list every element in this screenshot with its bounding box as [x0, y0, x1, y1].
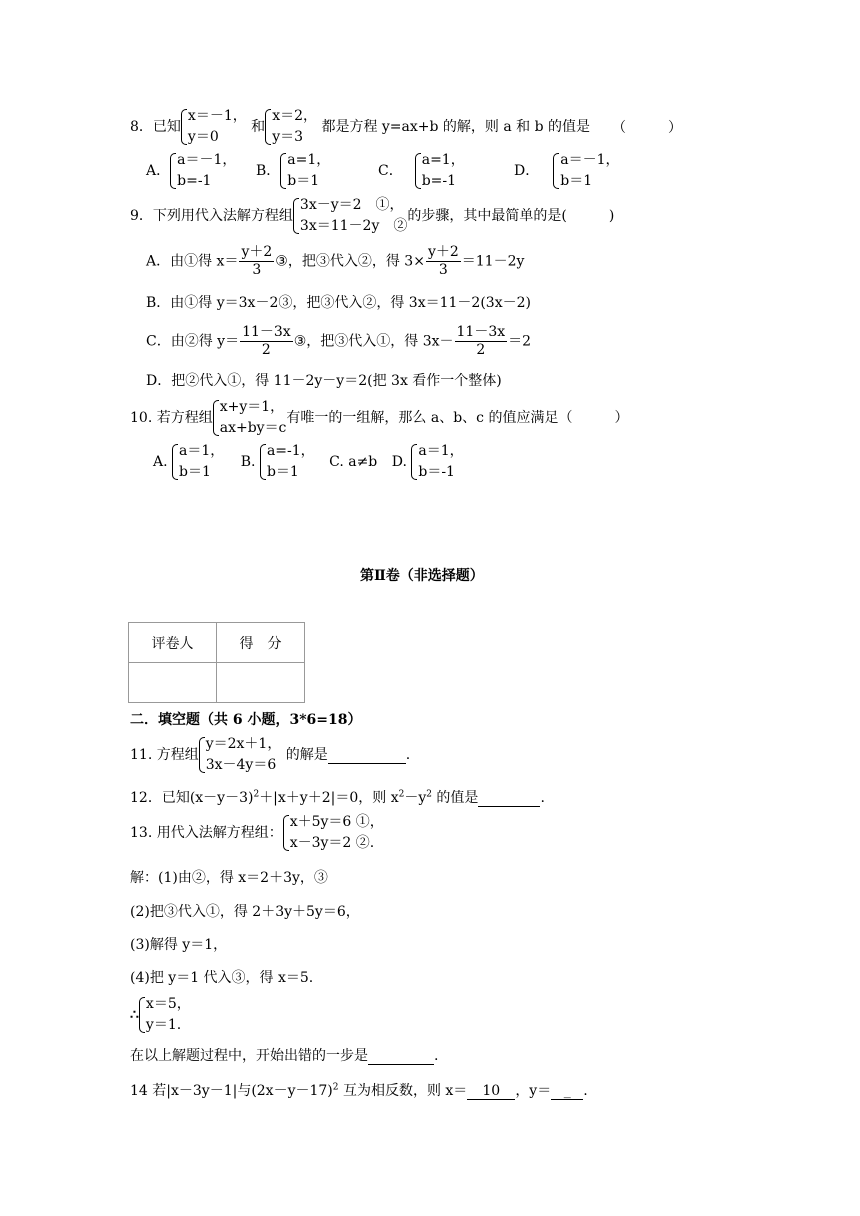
q8-option-b-system: a=1， b＝1 — [280, 150, 330, 192]
q8-option-c: C． a=1， b=-1 — [378, 150, 465, 192]
q14-x-answer[interactable]: 10 — [467, 1083, 515, 1100]
q9-a-fraction-1: $\frac{y+2}{3}$ — [241, 244, 273, 278]
q8-option-d-system: a＝－1， b＝1 — [553, 150, 619, 192]
q13-answer-blank[interactable] — [368, 1048, 434, 1065]
grader-cell[interactable] — [129, 663, 217, 703]
q13-question: 在以上解题过程中，开始出错的一步是 . — [130, 1048, 439, 1064]
q13-system: x＋5y＝6 ①， x－3y＝2 ②. — [283, 812, 384, 854]
q10-stem: 10. 若方程组 x+y＝1， ax+by＝c 有唯一的一组解，那么 a、b、c 的值应满足（ ） — [130, 397, 628, 439]
q13-step-1: 解：(1)由②，得 x＝2＋3y，③ — [130, 870, 328, 886]
score-table — [128, 622, 305, 703]
q13-answer-system: x＝5， y＝1. — [139, 994, 191, 1036]
q8-option-a-system: a＝－1， b=-1 — [170, 150, 236, 192]
q10-option-c: C. a≠b — [329, 454, 378, 470]
q11: 11. 方程组 y＝2x＋1， 3x－4y＝6 的解是 . — [130, 734, 410, 776]
q10-option-a-system: a＝1， b＝1 — [172, 441, 224, 483]
q8-option-c-system: a=1， b=-1 — [415, 150, 465, 192]
score-header: 得 分 — [217, 623, 305, 663]
q9-option-b: B．由①得 y＝3x－2③，把③代入②，得 3x＝11－2(3x－2) — [146, 295, 531, 311]
q11-system: y＝2x＋1， 3x－4y＝6 — [199, 734, 282, 776]
q13-conclusion — [130, 994, 191, 1036]
q8-option-a: A． a＝－1， b=-1 — [146, 150, 236, 192]
q8-answer-paren: （ ） — [612, 120, 682, 136]
q13-stem: 13. 用代入法解方程组： x＋5y＝6 ①， x－3y＝2 ②. — [130, 812, 384, 854]
q8-system-1: x＝－1， y＝0 — [181, 106, 247, 148]
q9-system: 3x－y＝2 ①， 3x＝11－2y ② — [293, 195, 407, 237]
q9-option-a: A．由①得 x＝ $\frac{y+2}{3}$ ③，把③代入②，得 3× $\frac{y+2}{3}$ ＝11－2y — [146, 244, 525, 278]
q8-stem: 8．已知 x＝－1， y＝0 和 x＝2， y＝3 都是方程 y=ax+b 的解，则 a 和 b 的值是 — [130, 106, 590, 148]
q11-answer-blank[interactable] — [328, 747, 406, 764]
grader-header: 评卷人 — [129, 623, 217, 663]
q14: 14 若|x－3y－1|与$(2x-y-17)^2$ 互为相反数，则 x＝ 10 ，y＝ _ . — [130, 1082, 588, 1099]
q10-system: x+y＝1， ax+by＝c — [213, 397, 287, 439]
section2-title: 二．填空题（共 6 小题，3*6=18） — [130, 712, 362, 728]
q9-stem: 9．下列用代入法解方程组 3x－y＝2 ①， 3x＝11－2y ② 的步骤，其中最简单的是( ) — [130, 195, 614, 237]
q13-step-4: (4)把 y＝1 代入③，得 x＝5. — [130, 970, 314, 986]
q10-option-b-system: a=-1， b＝1 — [260, 441, 315, 483]
q9-option-c: C．由②得 y＝ $\frac{11-3x}{2}$ ③，把③代入①，得 3x－ $\frac{11-3x}{2}$ ＝2 — [146, 324, 532, 358]
part2-title: 第Ⅱ卷（非选择题） — [360, 568, 484, 584]
q9-a-fraction-2: $\frac{y+2}{3}$ — [427, 244, 459, 278]
therefore-symbol: ∴ — [130, 1007, 139, 1023]
q14-y-answer[interactable]: _ — [551, 1083, 583, 1100]
q13-step-2: (2)把③代入①，得 2＋3y＋5y＝6， — [130, 904, 360, 920]
q9-option-d: D．把②代入①，得 11－2y－y＝2(把 3x 看作一个整体) — [146, 373, 502, 389]
q8-option-b: B． a=1， b＝1 — [256, 150, 330, 192]
q10-option-d-system: a＝1， b＝-1 — [411, 441, 463, 483]
q10-options: A. a＝1， b＝1 B. a=-1， b＝1 C. a≠b D. a＝1， b＝-1 — [153, 441, 464, 483]
q8-system-2: x＝2， y＝3 — [265, 106, 317, 148]
q12-answer-blank[interactable] — [478, 790, 540, 807]
score-cell[interactable] — [217, 663, 305, 703]
q9-c-fraction-1: $\frac{11-3x}{2}$ — [242, 324, 291, 358]
q12: 12．已知$(x-y-3)^2+|x+y+2|=0$，则 $x^2-y^2$ 的值是 . — [130, 789, 545, 806]
q13-step-3: (3)解得 y＝1， — [130, 937, 228, 953]
q9-c-fraction-2: $\frac{11-3x}{2}$ — [456, 324, 506, 358]
q8-option-d: D． a＝－1， b＝1 — [514, 150, 620, 192]
